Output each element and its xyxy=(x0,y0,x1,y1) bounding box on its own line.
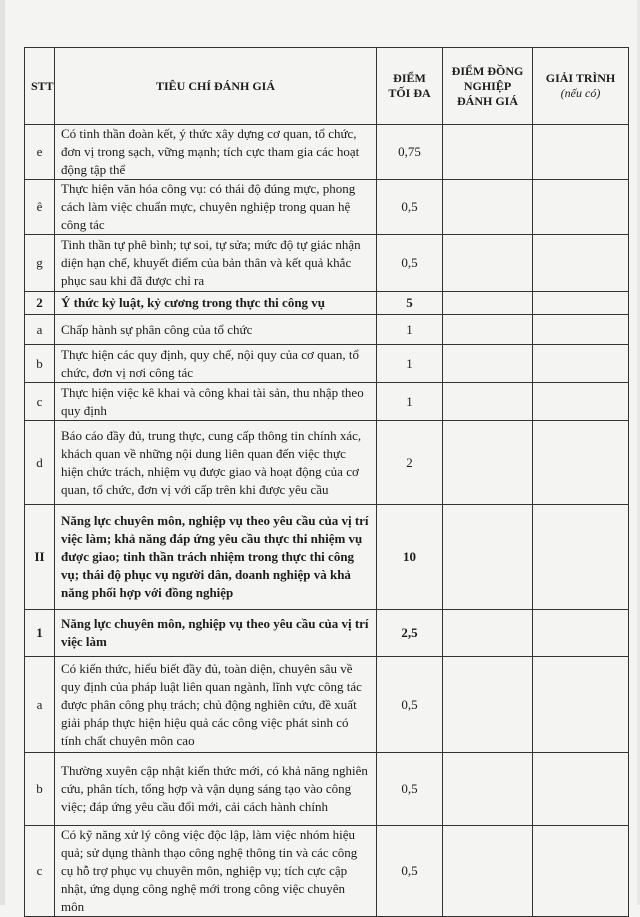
row-max-score: 2 xyxy=(377,421,443,505)
row-explanation xyxy=(533,753,629,826)
table-row xyxy=(25,753,629,826)
row-peer-score xyxy=(443,657,533,753)
table-row xyxy=(25,657,629,753)
row-stt: b xyxy=(25,345,55,383)
table-row xyxy=(25,421,629,505)
row-peer-score xyxy=(443,610,533,657)
row-criteria: Ý thức kỷ luật, kỷ cương trong thực thi công vụ xyxy=(55,292,377,315)
header-criteria: TIÊU CHÍ ĐÁNH GIÁ xyxy=(55,48,377,125)
table-header-row xyxy=(25,48,629,125)
row-peer-score xyxy=(443,505,533,610)
row-explanation xyxy=(533,505,629,610)
evaluation-table xyxy=(24,47,629,917)
row-criteria: Có kỹ năng xử lý công việc độc lập, làm việc nhóm hiệu quả; sử dụng thành thạo công nghệ thông tin và các công cụ hỗ trợ phục vụ chuyên môn, nghiệp vụ; tích cực cập nhật, ứng dụng công nghệ mới trong công việc chuyên môn xyxy=(55,826,377,917)
row-max-score: 0,5 xyxy=(377,753,443,826)
table-row xyxy=(25,345,629,383)
table-row xyxy=(25,505,629,610)
row-peer-score xyxy=(443,180,533,235)
table-row xyxy=(25,125,629,180)
row-max-score: 1 xyxy=(377,315,443,345)
table-row xyxy=(25,180,629,235)
row-peer-score xyxy=(443,125,533,180)
header-explanation-note: (nếu có) xyxy=(560,86,601,100)
header-stt: STT xyxy=(25,48,55,125)
header-explanation xyxy=(533,48,629,125)
row-peer-score xyxy=(443,292,533,315)
row-explanation xyxy=(533,315,629,345)
row-stt: c xyxy=(25,826,55,917)
row-explanation xyxy=(533,657,629,753)
row-stt: e xyxy=(25,125,55,180)
row-peer-score xyxy=(443,235,533,292)
row-criteria: Báo cáo đầy đủ, trung thực, cung cấp thông tin chính xác, khách quan về những nội dung liên quan đến việc thực hiện chức trách, nhiệm vụ được giao và hoạt động của cơ quan, tổ chức, đơn vị với cấp trên khi được yêu cầu xyxy=(55,421,377,505)
table-row xyxy=(25,315,629,345)
row-explanation xyxy=(533,421,629,505)
row-peer-score xyxy=(443,315,533,345)
row-max-score: 0,75 xyxy=(377,125,443,180)
page-edge-shadow-left xyxy=(0,0,5,905)
table-row xyxy=(25,383,629,421)
row-stt: 1 xyxy=(25,610,55,657)
row-criteria: Có kiến thức, hiểu biết đầy đủ, toàn diện, chuyên sâu về quy định của pháp luật liên quan ngành, lĩnh vực công tác được phân công phụ trách; chủ động nghiên cứu, đề xuất giải pháp thực hiện hiệu quả các công việc phát sinh có tính chất chuyên môn cao xyxy=(55,657,377,753)
table-row xyxy=(25,235,629,292)
header-max-score: ĐIỂM TỐI ĐA xyxy=(377,48,443,125)
row-criteria: Thường xuyên cập nhật kiến thức mới, có khả năng nghiên cứu, phân tích, tổng hợp và vận dụng sáng tạo vào công việc; đáp ứng yêu cầu đổi mới, cải cách hành chính xyxy=(55,753,377,826)
row-criteria: Tinh thần tự phê bình; tự soi, tự sửa; mức độ tự giác nhận diện hạn chế, khuyết điểm của bản thân và kết quả khắc phục sau khi đã được chỉ ra xyxy=(55,235,377,292)
row-stt: d xyxy=(25,421,55,505)
row-stt: 2 xyxy=(25,292,55,315)
row-explanation xyxy=(533,610,629,657)
row-peer-score xyxy=(443,383,533,421)
table-row xyxy=(25,292,629,315)
row-max-score: 1 xyxy=(377,383,443,421)
row-stt: c xyxy=(25,383,55,421)
row-explanation xyxy=(533,125,629,180)
table-row xyxy=(25,826,629,917)
row-stt: a xyxy=(25,657,55,753)
row-explanation xyxy=(533,345,629,383)
row-criteria: Năng lực chuyên môn, nghiệp vụ theo yêu cầu của vị trí việc làm xyxy=(55,610,377,657)
row-criteria: Thực hiện văn hóa công vụ: có thái độ đúng mực, phong cách làm việc chuẩn mực, chuyên nghiệp trong quan hệ công tác xyxy=(55,180,377,235)
row-criteria: Chấp hành sự phân công của tổ chức xyxy=(55,315,377,345)
row-peer-score xyxy=(443,826,533,917)
row-max-score: 10 xyxy=(377,505,443,610)
header-peer-score: ĐIỂM ĐỒNG NGHIỆP ĐÁNH GIÁ xyxy=(443,48,533,125)
row-peer-score xyxy=(443,345,533,383)
row-max-score: 1 xyxy=(377,345,443,383)
row-stt: ê xyxy=(25,180,55,235)
row-stt: g xyxy=(25,235,55,292)
row-explanation xyxy=(533,235,629,292)
row-explanation xyxy=(533,180,629,235)
row-max-score: 0,5 xyxy=(377,657,443,753)
header-explanation-label: GIẢI TRÌNH xyxy=(545,71,616,85)
row-max-score: 2,5 xyxy=(377,610,443,657)
row-peer-score xyxy=(443,421,533,505)
row-stt: b xyxy=(25,753,55,826)
row-stt: a xyxy=(25,315,55,345)
row-peer-score xyxy=(443,753,533,826)
row-max-score: 0,5 xyxy=(377,826,443,917)
row-criteria: Thực hiện việc kê khai và công khai tài sản, thu nhập theo quy định xyxy=(55,383,377,421)
row-max-score: 0,5 xyxy=(377,235,443,292)
row-criteria: Thực hiện các quy định, quy chế, nội quy của cơ quan, tổ chức, đơn vị nơi công tác xyxy=(55,345,377,383)
row-max-score: 5 xyxy=(377,292,443,315)
row-criteria: Có tinh thần đoàn kết, ý thức xây dựng cơ quan, tổ chức, đơn vị trong sạch, vững mạnh; tích cực tham gia các hoạt động tập thể xyxy=(55,125,377,180)
row-explanation xyxy=(533,826,629,917)
table-row xyxy=(25,610,629,657)
row-stt: II xyxy=(25,505,55,610)
row-explanation xyxy=(533,292,629,315)
row-max-score: 0,5 xyxy=(377,180,443,235)
row-criteria: Năng lực chuyên môn, nghiệp vụ theo yêu cầu của vị trí việc làm; khả năng đáp ứng yêu cầu thực thi nhiệm vụ được giao; tinh thần trách nhiệm trong thực thi công vụ; thái độ phục vụ người dân, doanh nghiệp và khả năng phối hợp với đồng nghiệp xyxy=(55,505,377,610)
row-explanation xyxy=(533,383,629,421)
